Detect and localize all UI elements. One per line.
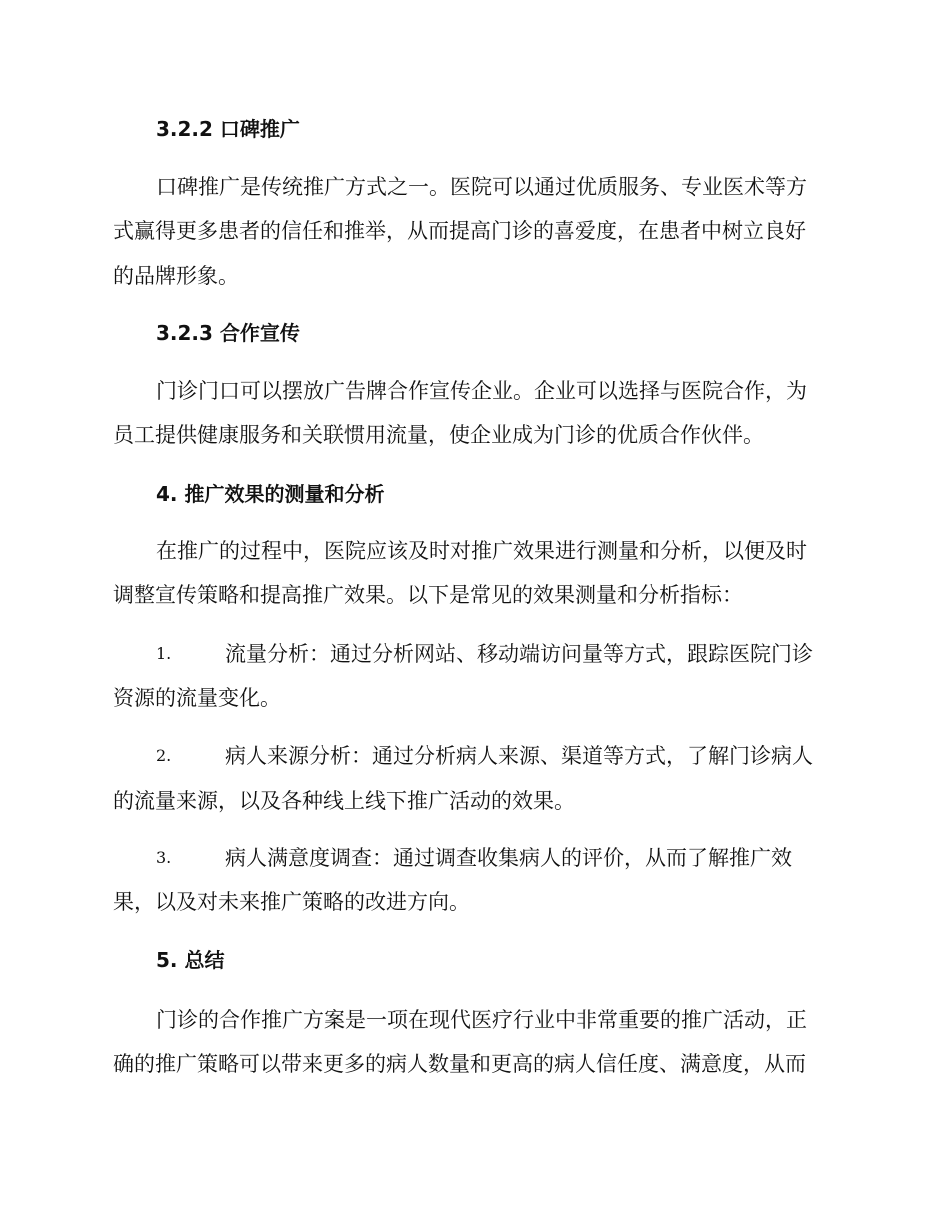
paragraph-line: 确的推广策略可以带来更多的病人数量和更高的病人信任度、满意度，从而 (113, 1052, 806, 1076)
list-item-number: 1. (156, 644, 172, 663)
list-item-text: 资源的流量变化。 (113, 686, 281, 710)
paragraph-line: 式赢得更多患者的信任和推举，从而提高门诊的喜爱度，在患者中树立良好 (113, 219, 806, 243)
paragraph-line: 口碑推广是传统推广方式之一。医院可以通过优质服务、专业医术等方 (156, 175, 807, 199)
paragraph-line: 门诊的合作推广方案是一项在现代医疗行业中非常重要的推广活动，正 (156, 1008, 807, 1032)
paragraph-line: 员工提供健康服务和关联惯用流量，使企业成为门诊的优质合作伙伴。 (113, 423, 764, 447)
paragraph-line: 门诊门口可以摆放广告牌合作宣传企业。企业可以选择与医院合作，为 (156, 379, 807, 403)
list-item-text: 病人来源分析：通过分析病人来源、渠道等方式，了解门诊病人 (225, 744, 813, 768)
list-item-number: 2. (156, 746, 172, 765)
section-heading-5: 5. 总结 (156, 948, 225, 972)
list-item-text: 流量分析：通过分析网站、移动端访问量等方式，跟踪医院门诊 (225, 642, 813, 666)
list-item-text: 病人满意度调查：通过调查收集病人的评价，从而了解推广效 (225, 846, 792, 870)
section-heading-3-2-3: 3.2.3 合作宣传 (156, 321, 300, 345)
section-heading-4: 4. 推广效果的测量和分析 (156, 482, 385, 506)
list-item-text: 的流量来源，以及各种线上线下推广活动的效果。 (113, 789, 575, 813)
section-heading-3-2-2: 3.2.2 口碑推广 (156, 117, 300, 141)
list-item-text: 果，以及对未来推广策略的改进方向。 (113, 890, 470, 914)
paragraph-line: 的品牌形象。 (113, 264, 239, 288)
paragraph-line: 调整宣传策略和提高推广效果。以下是常见的效果测量和分析指标： (113, 583, 743, 607)
list-item-number: 3. (156, 848, 172, 867)
paragraph-line: 在推广的过程中，医院应该及时对推广效果进行测量和分析，以便及时 (156, 539, 807, 563)
